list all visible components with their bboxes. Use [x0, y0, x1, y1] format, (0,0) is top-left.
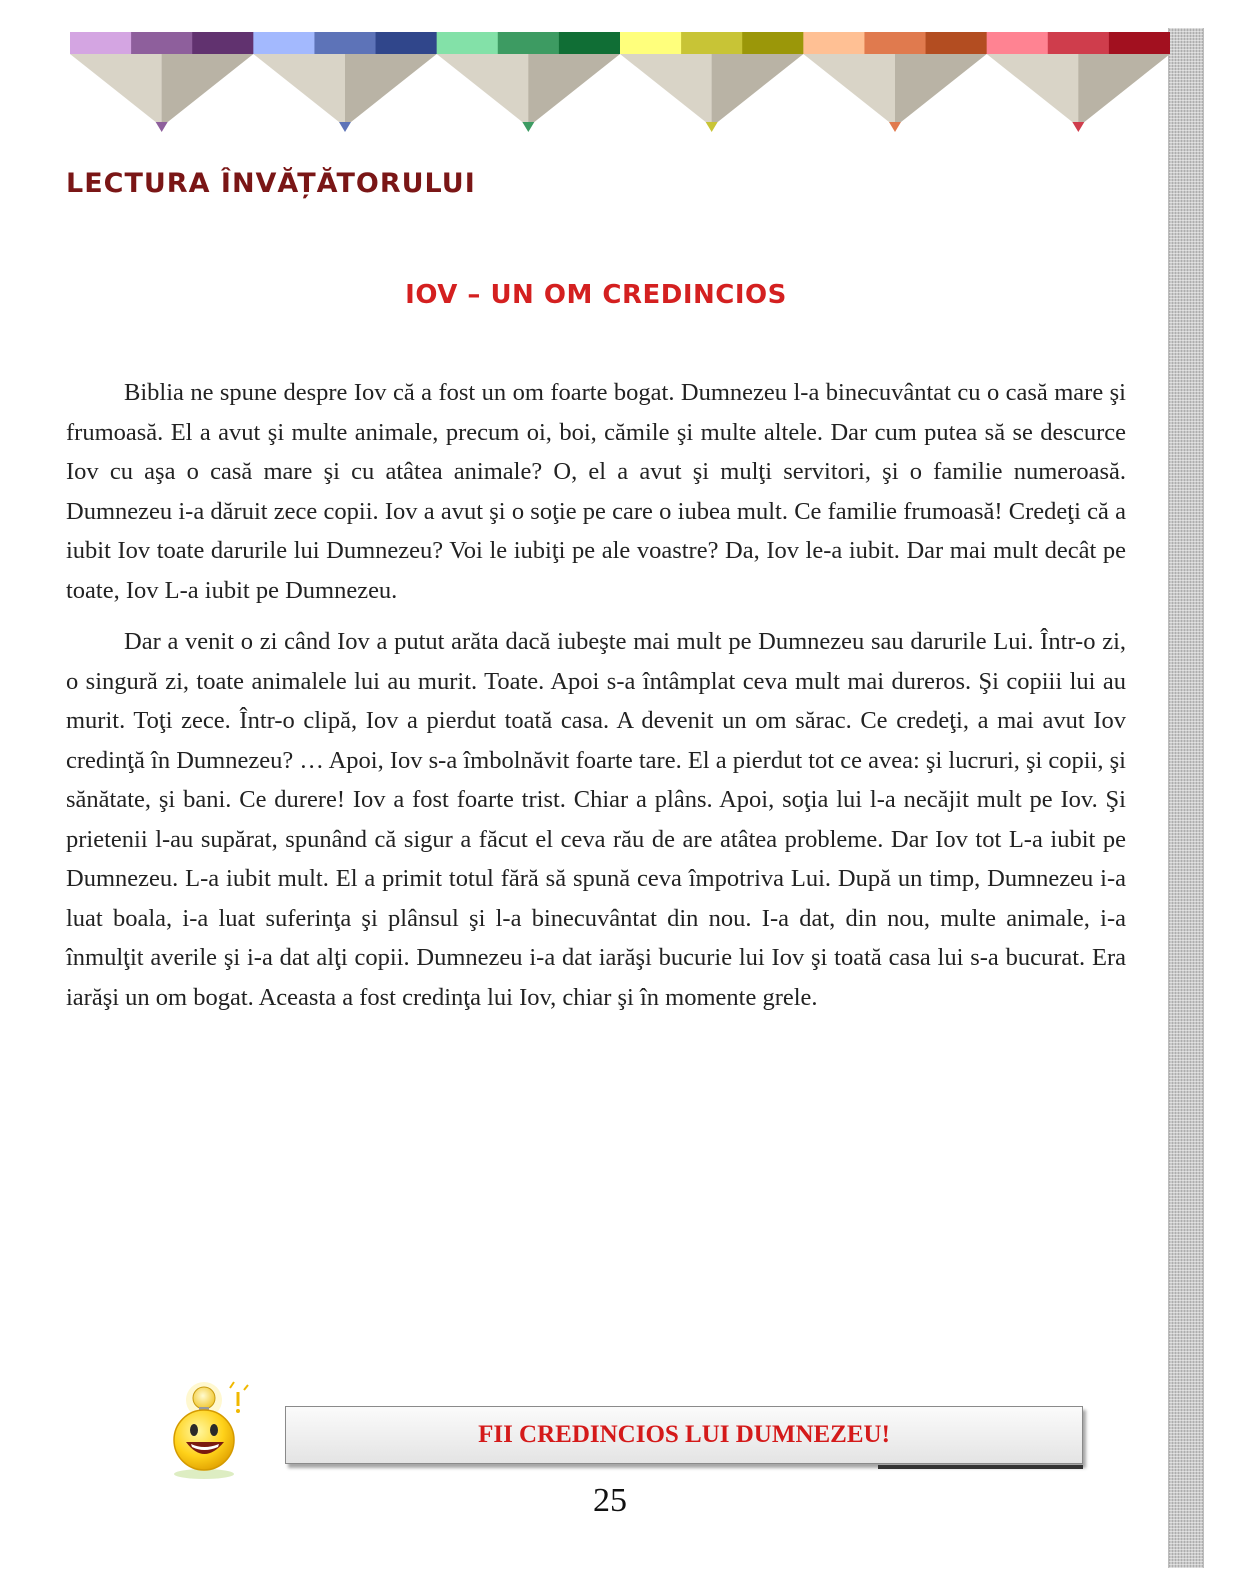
pencil-tips-banner [70, 30, 1170, 140]
story-paragraph-1: Biblia ne spune despre Iov că a fost un om foarte bogat. Dumnezeu l-a binecuvântat cu o casă mare şi frumoasă. El a avut şi multe animale, precum oi, boi, cămile şi multe altele. Dar cum putea să se descurce Iov cu aşa o casă mare şi cu atâtea animale? O, el a avut şi mulţi servitori, şi o familie numeroasă. Dumnezeu i-a dăruit zece copii. Iov a avut şi o soţie pe care o iubea mult. Ce familie frumoasă! Credeţi că a iubit Iov toate darurile lui Dumnezeu? Voi le iubiţi pe ale voastre? Da, Iov le-a iubit. Dar mai mult decât pe toate, Iov L-a iubit pe Dumnezeu. [66, 379, 1126, 604]
pencil-6 [987, 32, 1170, 132]
story-title: IOV – UN OM CREDINCIOS [405, 280, 787, 310]
pencil-5 [803, 32, 987, 132]
pencil-1 [70, 32, 254, 132]
page-number: 25 [593, 1482, 627, 1519]
pencil-2 [253, 32, 437, 132]
smiley-lightbulb-icon [158, 1370, 258, 1480]
story-paragraph-2: Dar a venit o zi când Iov a putut arăta dacă iubeşte mai mult pe Dumnezeu sau darurile Lui. Într-o zi, o singură zi, toate animalele lui au murit. Toate. Apoi s-a întâmplat ceva mult mai dureros. Şi copiii lui au murit. Toţi zece. Într-o clipă, Iov a pierdut toată casa. A devenit un om sărac. Ce credeţi, a mai avut Iov credinţă în Dumnezeu? … Apoi, Iov s-a îmbolnăvit foarte tare. El a pierdut tot ce avea: şi lucruri, şi copii, şi sănătate, şi bani. Ce durere! Iov a fost foarte trist. Chiar a plâns. Apoi, soţia lui l-a necăjit mult pe Iov. Şi prietenii l-au supărat, spunând că sigur a făcut el ceva rău de are atâtea probleme. Dar Iov tot L-a iubit pe Dumnezeu. L-a iubit mult. El a primit totul fără să spună ceva împotriva Lui. După un timp, Dumnezeu i-a luat boala, i-a luat suferinţa şi plânsul şi l-a binecuvântat din nou. I-a dat, din nou, multe animale, i-a înmulţit averile şi i-a dat alţi copii. Dumnezeu i-a dat iarăşi bucurie lui Iov şi toată casa lui s-a bucurat. Era iarăşi un om bogat. Aceasta a fost credinţa lui Iov, chiar şi în momente grele. [66, 628, 1126, 1011]
section-label: LECTURA ÎNVĂȚĂTORULUI [66, 168, 476, 199]
motto-underline [878, 1465, 1083, 1469]
story-body [66, 373, 1126, 1029]
motto-text: FII CREDINCIOS LUI DUMNEZEU! [478, 1421, 890, 1448]
pencil-4 [620, 32, 804, 132]
decorative-side-strip [1168, 28, 1204, 1568]
pencil-3 [437, 32, 621, 132]
motto-banner [285, 1406, 1083, 1464]
